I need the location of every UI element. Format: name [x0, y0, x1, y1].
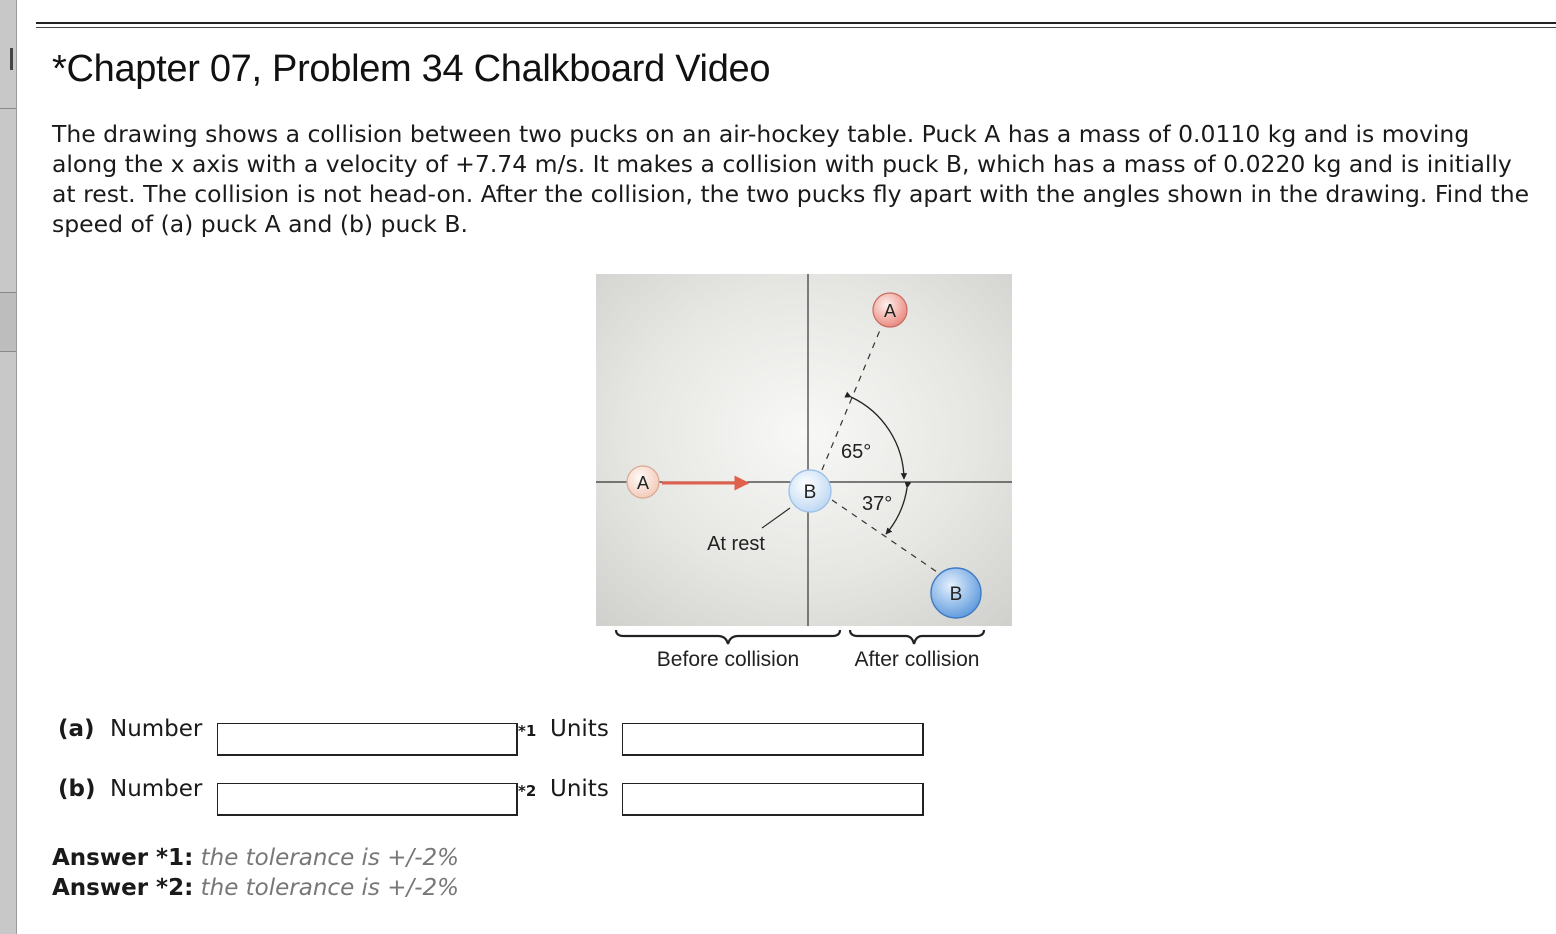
after-collision-caption: After collision: [854, 648, 980, 671]
number-b-input[interactable]: [217, 783, 518, 816]
answer-note-2-key: Answer *2:: [52, 875, 194, 901]
ref-mark-1: *1: [518, 722, 537, 740]
answer-note-1: [52, 845, 459, 871]
answer-note-1-key: Answer *1:: [52, 845, 194, 871]
angle-b-label: 37°: [862, 493, 893, 515]
answer-note-2: [52, 875, 459, 901]
units-b-input[interactable]: [622, 783, 924, 816]
puck-a-after-label: A: [883, 301, 897, 321]
collision-diagram: [594, 272, 1014, 672]
problem-title: *Chapter 07, Problem 34 Chalkboard Video: [52, 48, 771, 90]
ref-mark-2: *2: [518, 782, 537, 800]
at-rest-label: At rest: [707, 533, 765, 555]
header-rule: [36, 22, 1556, 24]
edge-marker: [10, 48, 13, 70]
answer-note-1-text: the tolerance is +/-2%: [200, 845, 460, 871]
puck-a-before-label: A: [636, 473, 650, 493]
part-a-label: (a): [58, 716, 95, 742]
puck-b-after-label: B: [949, 584, 963, 605]
collision-figure: [594, 272, 1014, 672]
header-rule-secondary: [36, 27, 1556, 28]
number-a-input[interactable]: [217, 723, 518, 756]
puck-b-rest-label: B: [803, 482, 817, 503]
edge-handle[interactable]: [0, 292, 16, 352]
after-brace: [850, 630, 984, 644]
units-a-input[interactable]: [622, 723, 924, 756]
window-edge: [0, 0, 17, 934]
units-b-label: Units: [550, 776, 609, 802]
part-b-label: (b): [58, 776, 96, 802]
edge-divider: [0, 108, 16, 109]
problem-statement: The drawing shows a collision between two pucks on an air-hockey table. Puck A has a mass of 0.0110 kg and is moving along the x axis with a velocity of +7.74 m/s. It makes a collision with puck B, which has a mass of 0.0220 kg and is initially at rest. The collision is not head-on. After the collision, the two pucks fly apart with the angles shown in the drawing. Find the speed of (a) puck A and (b) puck B.: [52, 120, 1530, 238]
before-collision-caption: Before collision: [656, 648, 800, 671]
angle-a-label: 65°: [841, 441, 872, 463]
number-b-label: Number: [110, 776, 203, 802]
before-brace: [616, 630, 840, 644]
units-a-label: Units: [550, 716, 609, 742]
number-a-label: Number: [110, 716, 203, 742]
answer-note-2-text: the tolerance is +/-2%: [200, 875, 460, 901]
